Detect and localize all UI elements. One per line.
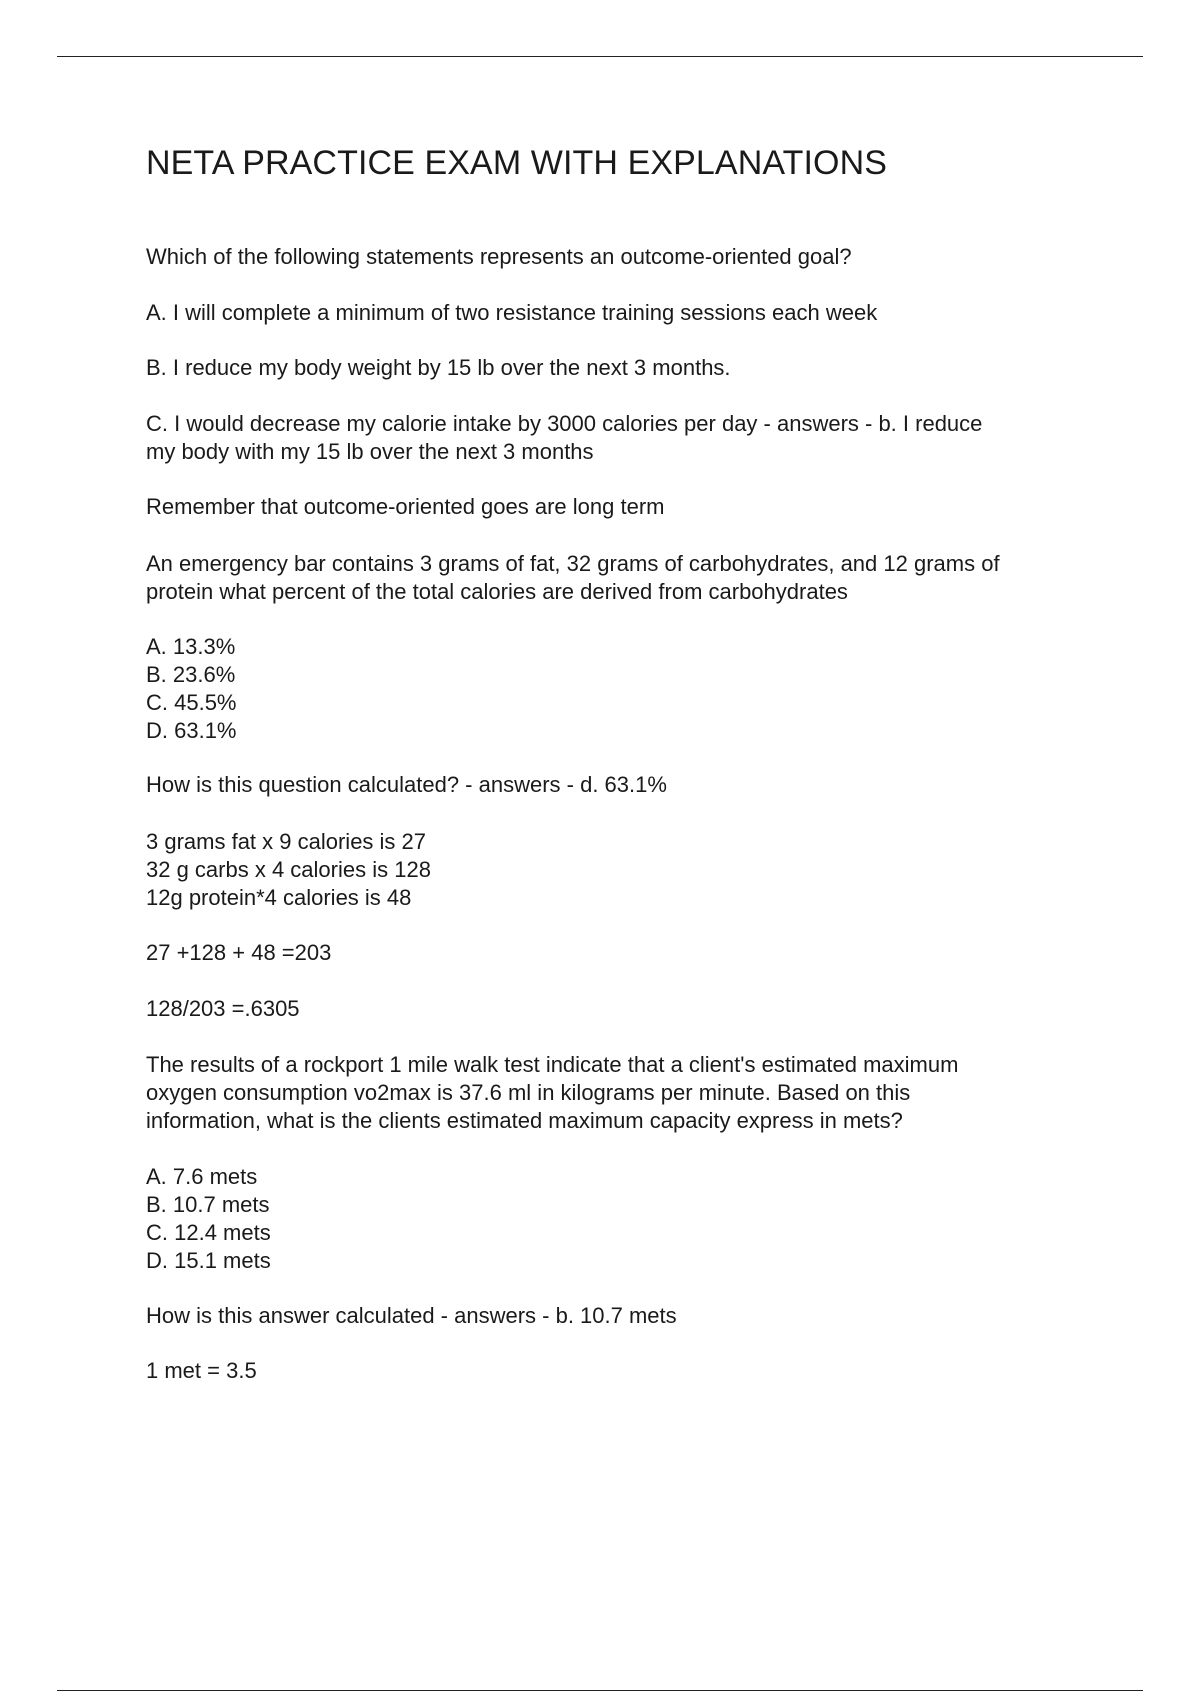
q3-question-line2: oxygen consumption vo2max is 37.6 ml in kilograms per minute. Based on this — [146, 1080, 911, 1105]
q2-option-a: A. 13.3% — [146, 634, 236, 659]
q2-option-b: B. 23.6% — [146, 662, 236, 687]
q3-option-d: D. 15.1 mets — [146, 1248, 271, 1273]
q2-question-line2: protein what percent of the total calories are derived from carbohydrates — [146, 579, 848, 604]
q2-question — [146, 550, 1106, 606]
q3-question — [146, 1051, 1106, 1135]
q2-calc-fat: 3 grams fat x 9 calories is 27 — [146, 829, 427, 854]
q3-question-line3: information, what is the clients estimated maximum capacity express in mets? — [146, 1108, 903, 1133]
q3-option-b: B. 10.7 mets — [146, 1192, 270, 1217]
q2-calculation — [146, 828, 1106, 912]
q3-option-a: A. 7.6 mets — [146, 1164, 258, 1189]
top-rule — [57, 56, 1143, 57]
page-title: NETA PRACTICE EXAM WITH EXPLANATIONS — [146, 144, 888, 182]
q1-option-a: A. I will complete a minimum of two resistance training sessions each week — [146, 300, 878, 325]
q2-calc-protein: 12g protein*4 calories is 48 — [146, 885, 412, 910]
q2-calc-carbs: 32 g carbs x 4 calories is 128 — [146, 857, 431, 882]
q2-option-d: D. 63.1% — [146, 718, 237, 743]
q2-question-line1: An emergency bar contains 3 grams of fat, 32 grams of carbohydrates, and 12 grams of — [146, 551, 1000, 576]
q1-option-b: B. I reduce my body weight by 15 lb over the next 3 months. — [146, 355, 731, 380]
q3-question-line1: The results of a rockport 1 mile walk test indicate that a client's estimated maximum — [146, 1052, 959, 1077]
q3-met: 1 met = 3.5 — [146, 1358, 257, 1383]
q3-followup: How is this answer calculated - answers - b. 10.7 mets — [146, 1303, 677, 1328]
q3-option-c: C. 12.4 mets — [146, 1220, 271, 1245]
q2-ratio: 128/203 =.6305 — [146, 996, 300, 1021]
bottom-rule — [57, 1690, 1143, 1691]
q2-sum: 27 +128 + 48 =203 — [146, 940, 332, 965]
q1-option-c-line1: C. I would decrease my calorie intake by 3000 calories per day - answers - b. I reduce — [146, 411, 983, 436]
q1-option-c — [146, 410, 1106, 466]
q3-options — [146, 1163, 1106, 1275]
q1-question: Which of the following statements represents an outcome-oriented goal? — [146, 244, 852, 269]
q2-option-c: C. 45.5% — [146, 690, 237, 715]
q1-note: Remember that outcome-oriented goes are long term — [146, 494, 665, 519]
q2-options — [146, 633, 1106, 745]
q1-option-c-line2: my body with my 15 lb over the next 3 months — [146, 439, 594, 464]
q2-followup: How is this question calculated? - answers - d. 63.1% — [146, 772, 667, 797]
